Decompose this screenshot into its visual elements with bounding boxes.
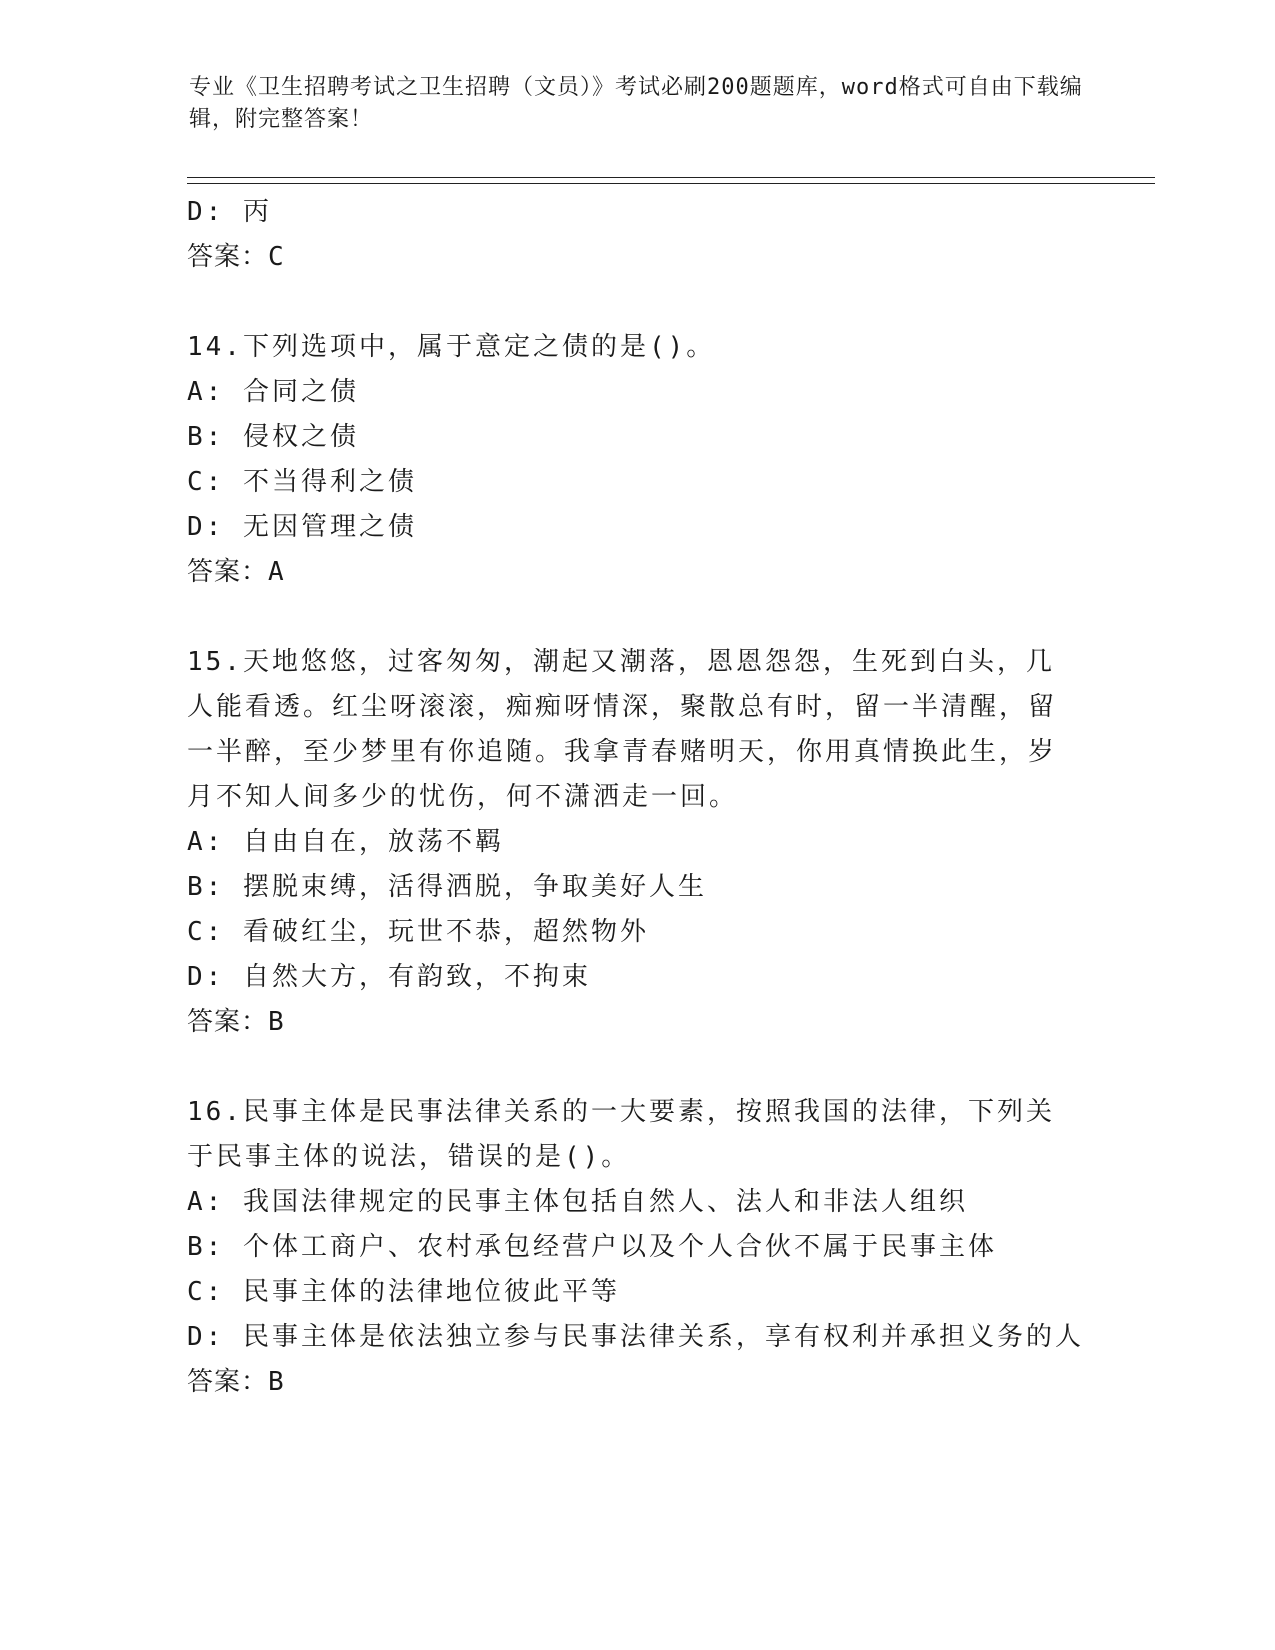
- option-b: B: 侵权之债: [187, 422, 359, 452]
- document-header: 专业《卫生招聘考试之卫生招聘（文员）》考试必刷200题题库，word格式可自由下载编辑，附完整答案！: [189, 75, 1083, 132]
- option-d: D: 自然大方，有韵致，不拘束: [187, 962, 591, 992]
- spacer: [187, 1045, 1087, 1090]
- question-stem: 14.下列选项中，属于意定之债的是()。: [187, 332, 716, 362]
- option-d: D: 无因管理之债: [187, 512, 417, 542]
- answer-line: 答案：A: [187, 557, 285, 587]
- answer-line: 答案：B: [187, 1367, 285, 1397]
- header-rule-bottom: [187, 183, 1155, 184]
- option-c: C: 民事主体的法律地位彼此平等: [187, 1277, 620, 1307]
- option-b: B: 摆脱束缚，活得洒脱，争取美好人生: [187, 872, 707, 902]
- spacer: [187, 280, 1087, 325]
- option-d: D: 丙: [187, 197, 272, 227]
- document-body: [187, 190, 1087, 1405]
- option-d: D: 民事主体是依法独立参与民事法律关系，享有权利并承担义务的人: [187, 1322, 1084, 1352]
- question-stem: 15.天地悠悠，过客匆匆，潮起又潮落，恩恩怨怨，生死到白头，几人能看透。红尘呀滚滚，痴痴呀情深，聚散总有时，留一半清醒，留一半醉，至少梦里有你追随。我拿青春赌明天，你用真情换此生，岁月不知人间多少的忧伤，何不潇洒走一回。: [187, 647, 1058, 812]
- question-14: [187, 325, 1087, 595]
- spacer: [187, 595, 1087, 640]
- question-15: [187, 640, 1087, 1045]
- answer-line: 答案：C: [187, 242, 285, 272]
- option-c: C: 看破红尘，玩世不恭，超然物外: [187, 917, 649, 947]
- option-a: A: 合同之债: [187, 377, 359, 407]
- option-c: C: 不当得利之债: [187, 467, 417, 497]
- previous-question-fragment: [187, 190, 1087, 280]
- header-rule-top: [187, 177, 1155, 178]
- answer-line: 答案：B: [187, 1007, 285, 1037]
- option-a: A: 我国法律规定的民事主体包括自然人、法人和非法人组织: [187, 1187, 968, 1217]
- option-b: B: 个体工商户、农村承包经营户以及个人合伙不属于民事主体: [187, 1232, 997, 1262]
- question-16: [187, 1090, 1087, 1405]
- question-stem: 16.民事主体是民事法律关系的一大要素，按照我国的法律，下列关于民事主体的说法，错误的是()。: [187, 1097, 1055, 1172]
- option-a: A: 自由自在，放荡不羁: [187, 827, 504, 857]
